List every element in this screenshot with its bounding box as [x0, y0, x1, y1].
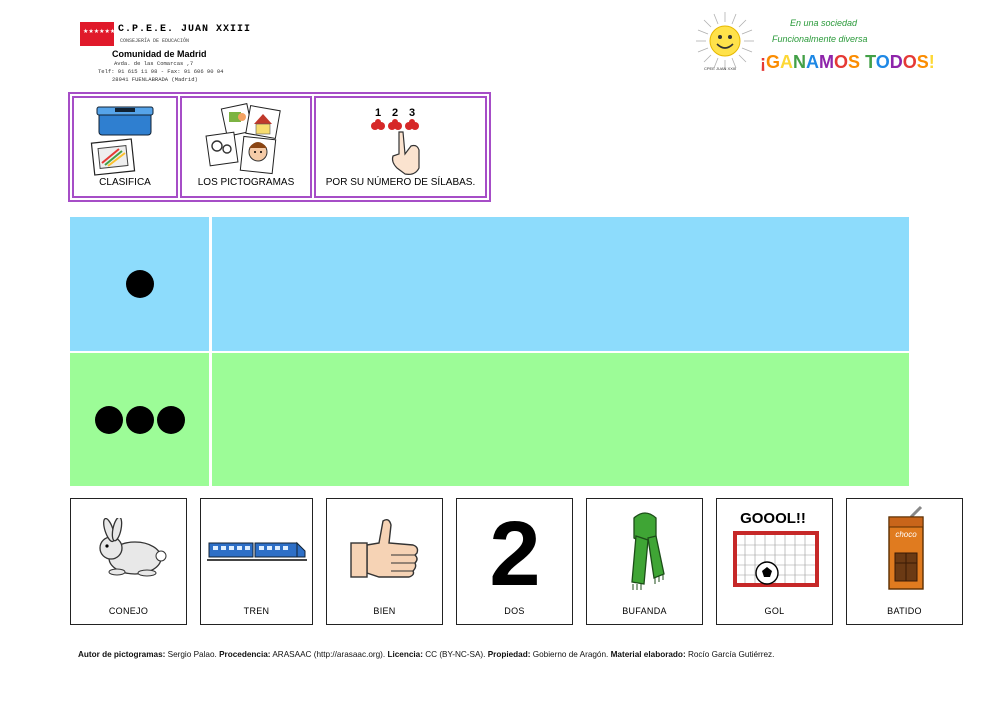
- count-number: 3: [408, 107, 415, 119]
- word-card-batido[interactable]: [846, 498, 963, 625]
- svg-text:2: 2: [488, 505, 541, 595]
- word-label: TREN: [243, 606, 270, 616]
- slogan-title: ¡GANAMOS TODOS!: [760, 52, 935, 72]
- carton-caption: choco: [894, 530, 917, 539]
- scarf-icon: [620, 508, 670, 592]
- school-header: [80, 22, 280, 84]
- rabbit-icon: [87, 518, 171, 582]
- school-region: Comunidad de Madrid: [112, 49, 207, 59]
- address-line: Telf: 91 615 11 98 - Fax: 91 606 90 04: [98, 68, 224, 75]
- word-card-conejo[interactable]: [70, 498, 187, 625]
- slogan-header: CPEE JUAN XXIII En una sociedad Funcionalmente diversa ¡GANAMOS TODOS!: [694, 10, 894, 76]
- syllable-dot: [157, 406, 185, 434]
- goal-caption: GOOOL!!: [739, 510, 806, 527]
- instruction-label: LOS PICTOGRAMAS: [197, 177, 295, 188]
- syllable-dot: [126, 406, 154, 434]
- word-label: BATIDO: [887, 606, 922, 616]
- number-two-icon: [480, 505, 550, 595]
- syllable-dot: [126, 270, 154, 298]
- sun-logo-icon: [694, 10, 756, 72]
- word-label: BUFANDA: [622, 606, 667, 616]
- word-card-dos[interactable]: [456, 498, 573, 625]
- instruction-label: CLASIFICA: [99, 177, 151, 188]
- train-icon: [207, 535, 307, 565]
- count-number: 2: [391, 107, 398, 119]
- syllable-marker-one: [70, 217, 209, 351]
- thumbs-up-icon: [345, 515, 425, 585]
- instruction-card: [180, 96, 312, 198]
- count-syllables-icon: [361, 102, 441, 178]
- instruction-card: [314, 96, 487, 198]
- instruction-card: [72, 96, 178, 198]
- syllable-dot: [95, 406, 123, 434]
- count-number: 1: [374, 107, 381, 119]
- address-line: 28941 FUENLABRADA (Madrid): [112, 76, 198, 83]
- instruction-panel: [68, 92, 491, 202]
- word-label: BIEN: [373, 606, 396, 616]
- slogan-line: Funcionalmente diversa: [772, 34, 868, 44]
- word-card-gol[interactable]: [716, 498, 833, 625]
- address-line: Avda. de las Comarcas ,7: [114, 60, 194, 67]
- three-syllable-row: [70, 353, 909, 486]
- word-label: CONEJO: [108, 606, 149, 616]
- word-card-bien[interactable]: [326, 498, 443, 625]
- school-name: C.P.E.E. JUAN XXIII: [118, 24, 252, 35]
- word-label: DOS: [504, 606, 525, 616]
- madrid-flag-logo: ★★★★★★★: [80, 22, 114, 46]
- milkshake-carton-icon: [875, 505, 935, 595]
- classify-box-icon: [85, 103, 165, 177]
- one-syllable-row: [70, 217, 909, 351]
- school-department: CONSEJERÍA DE EDUCACIÓN: [120, 38, 190, 44]
- word-card-bufanda[interactable]: [586, 498, 703, 625]
- instruction-label: POR SU NÚMERO DE SÍLABAS.: [325, 177, 476, 188]
- three-syllable-dropzone[interactable]: [212, 353, 909, 486]
- word-label: GOL: [764, 606, 785, 616]
- credits-line: Autor de pictogramas: Sergio Palao. Procedencia: ARASAAC (http://arasaac.org). Licencia: CC (BY-NC-SA). Propiedad: Gobierno de Aragón. Material elaborado: Rocío García Gutiérrez.: [78, 650, 775, 659]
- word-card-tren[interactable]: [200, 498, 313, 625]
- slogan-line: En una sociedad: [790, 18, 858, 28]
- pictograms-icon: [202, 102, 290, 178]
- one-syllable-dropzone[interactable]: [212, 217, 909, 351]
- syllable-marker-three: [70, 353, 209, 486]
- goal-icon: [725, 505, 825, 595]
